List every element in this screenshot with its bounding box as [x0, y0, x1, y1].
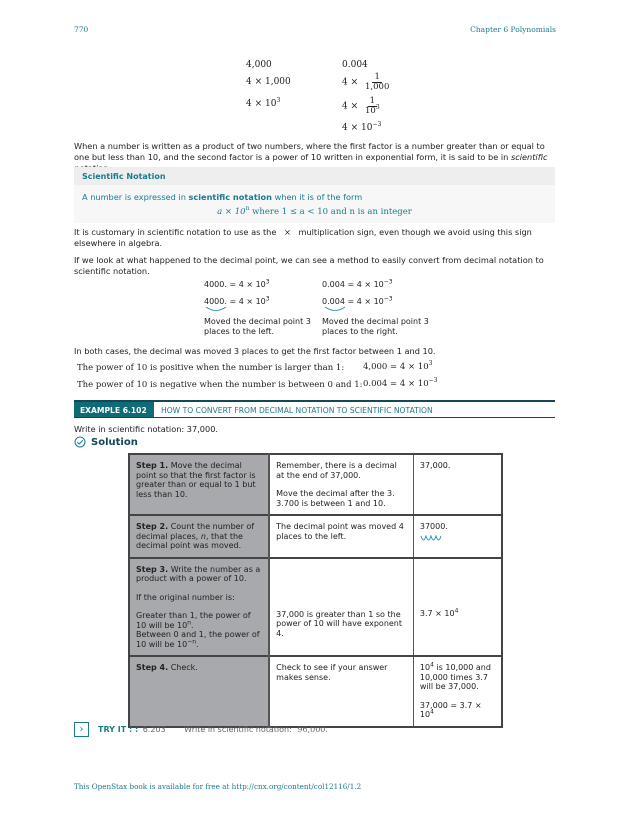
math-right-2: 4 × $\frac{1}{1,000}$	[342, 72, 390, 92]
checkmark-circle-icon	[74, 436, 86, 448]
step-2-result: 37000.	[413, 515, 502, 558]
decimal-move-arrow-right	[323, 306, 347, 312]
math-right-3: 4 × $\frac{1}{10^3}$	[342, 96, 380, 116]
conversion-right-1: $0.004 = 4 \times 10^{-3}$	[322, 278, 393, 289]
table-row	[129, 558, 502, 657]
math-right-4: $4 \times 10^{-3}$	[342, 121, 382, 133]
example-title: HOW TO CONVERT FROM DECIMAL NOTATION TO SCIENTIFIC NOTATION	[161, 406, 433, 415]
step-3-cell: Step 3. Write the number as a product with a power of 10. If the original number is: Greater than 1, the power of 10 will be 10$^n$. Between 0 and 1, the power of 10 will be $10^{-n}$.	[129, 558, 269, 657]
try-it-row	[74, 722, 555, 738]
scientific-notation-box	[74, 167, 555, 223]
try-it-number: 6.203	[142, 725, 166, 734]
solution-label: Solution	[91, 437, 138, 448]
look-paragraph: If we look at what happened to the decimal point, we can see a method to easily convert from decimal notation to scientific notation.	[74, 255, 544, 276]
decimal-hop-arrows-icon	[420, 533, 448, 545]
chapter-title: Chapter 6 Polynomials	[470, 25, 556, 34]
step-4-explain: Check to see if your answer makes sense.	[269, 656, 413, 727]
note-box-title: Scientific Notation	[74, 167, 555, 185]
table-row	[129, 454, 502, 515]
math-left-1: 4,000	[246, 60, 272, 70]
note-box-definition: A number is expressed in scientific notation when it is of the form	[82, 192, 363, 202]
try-it-prompt: Write in scientific notation:	[184, 725, 292, 734]
conversion-left-1: 4000. = $4 \times 10^3$	[204, 278, 270, 289]
example-divider	[74, 417, 555, 418]
step-3-explain: 37,000 is greater than 1 so the power of 10 will have exponent 4.	[269, 558, 413, 657]
both-cases-text: In both cases, the decimal was moved 3 places to get the first factor between 1 and 10.	[74, 346, 436, 356]
step-3-result: $3.7 \times 10^4$	[413, 558, 502, 657]
footer-text[interactable]: This OpenStax book is available for free at http://cnx.org/content/col12116/1.2	[74, 782, 362, 791]
power-rule-negative-expr: $0.004 = 4 \times 10^{-3}$	[363, 377, 438, 389]
math-right-1: 0.004	[342, 60, 368, 70]
math-left-3: $4 \times 10^3$	[246, 97, 281, 109]
step-1-explain: Remember, there is a decimal at the end of 37,000. Move the decimal after the 3. 3.700 is between 1 and 10.	[269, 454, 413, 515]
step-4-result: $10^4$ is 10,000 and 10,000 times 3.7 will be 37,000. $37,000 = 3.7 \times 10^4$	[413, 656, 502, 727]
table-row	[129, 656, 502, 727]
conversion-left-2: 4000. = $4 \times 10^3$	[204, 295, 270, 306]
try-it-value: 96,000.	[297, 725, 328, 734]
page-number: 770	[74, 25, 89, 34]
conversion-right-note: Moved the decimal point 3 places to the right.	[322, 317, 429, 336]
example-header	[74, 400, 555, 417]
step-1-result: 37,000.	[413, 454, 502, 515]
chevron-right-icon[interactable]: ›	[74, 722, 89, 737]
customary-paragraph: It is customary in scientific notation to use as the × multiplication sign, even though we avoid using this sign elsewhere in algebra.	[74, 227, 532, 248]
math-left-2: 4 × 1,000	[246, 77, 291, 87]
intro-paragraph: When a number is written as a product of two numbers, where the first factor is a number greater than or equal to one but less than 10, and the second factor is a power of 10 written in exponential form, it is said to be in scientific	[74, 141, 548, 162]
try-it-label: TRY IT : :	[98, 725, 139, 734]
step-4-cell: Step 4. Check.	[129, 656, 269, 727]
power-rule-positive-text: The power of 10 is positive when the number is larger than 1:	[77, 363, 345, 373]
step-2-cell: Step 2. Count the number of decimal places, n, that the decimal point was moved.	[129, 515, 269, 558]
steps-table	[128, 453, 503, 728]
step-1-cell: Step 1. Move the decimal point so that the first factor is greater than or equal to 1 but less than 10.	[129, 454, 269, 515]
table-row	[129, 515, 502, 558]
note-box-formula: $a \times 10^n$ where 1 ≤ a < 10 and n is an integer	[217, 205, 412, 217]
example-label: EXAMPLE 6.102	[74, 402, 154, 418]
step-2-explain: The decimal point was moved 4 places to the left.	[269, 515, 413, 558]
decimal-move-arrow-left	[204, 306, 228, 312]
conversion-right-2: $0.004 = 4 \times 10^{-3}$	[322, 295, 393, 306]
power-rule-negative-text: The power of 10 is negative when the number is between 0 and 1:	[77, 380, 363, 390]
conversion-left-note: Moved the decimal point 3 places to the left.	[204, 317, 311, 336]
example-prompt: Write in scientific notation: 37,000.	[74, 424, 219, 434]
power-rule-positive-expr: $4,000 = 4 \times 10^3$	[363, 360, 433, 372]
